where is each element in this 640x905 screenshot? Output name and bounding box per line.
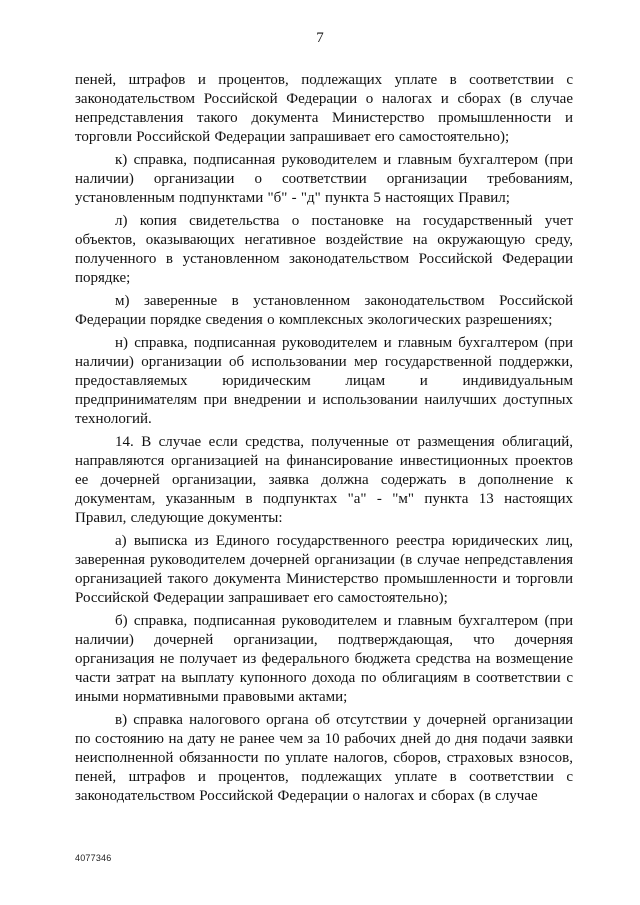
- document-body: [75, 71, 573, 806]
- paragraph-item-k: к) справка, подписанная руководителем и главным бухгалтером (при наличии) организации о соответствии организации требованиям, установленным подпунктами "б" - "д" пункта 5 настоящих Правил;: [75, 152, 573, 206]
- document-code: 4077346: [75, 853, 112, 863]
- paragraph-clause-14: 14. В случае если средства, полученные от размещения облигаций, направляются организацией на финансирование инвестиционных проектов ее дочерней организации, заявка должна содержать в дополнение к документам, указанным в подпунктах "а" - "м" пункта 13 настоящих Правил, следующие документы:: [75, 434, 573, 526]
- paragraph-item-b: б) справка, подписанная руководителем и главным бухгалтером (при наличии) дочерней организации, подтверждающая, что дочерняя организация не получает из федерального бюджета средства на возмещение части затрат на выплату купонного дохода по облигациям в соответствии с иными нормативными правовыми актами;: [75, 613, 573, 705]
- paragraph-item-a: а) выписка из Единого государственного реестра юридических лиц, заверенная руководителем дочерней организации (в случае непредставления организацией такого документа Министерство промышленности и торговли Российской Федерации запрашивает его самостоятельно);: [75, 533, 573, 606]
- paragraph-item-l: л) копия свидетельства о постановке на государственный учет объектов, оказывающих негативное воздействие на окружающую среду, полученного в установленном законодательством Российской Федерации порядке;: [75, 213, 573, 286]
- page-number: 7: [316, 30, 324, 46]
- paragraph-item-m: м) заверенные в установленном законодательством Российской Федерации порядке сведения о комплексных экологических разрешениях;: [75, 293, 573, 328]
- paragraph-item-n: н) справка, подписанная руководителем и главным бухгалтером (при наличии) организации об использовании мер государственной поддержки, предоставляемых юридическим лицам и индивидуальным предпринимателям при внедрении и использовании наилучших доступных технологий.: [75, 335, 573, 427]
- paragraph-item-v: в) справка налогового органа об отсутствии у дочерней организации по состоянию на дату не ранее чем за 10 рабочих дней до дня подачи заявки неисполненной обязанности по уплате налогов, сборов, страховых взносов, пеней, штрафов и процентов, подлежащих уплате в соответствии с законодательством Российской Федерации о налогах и сборах (в случае: [75, 712, 573, 804]
- paragraph-continuation: пеней, штрафов и процентов, подлежащих уплате в соответствии с законодательством Российской Федерации о налогах и сборах (в случае непредставления такого документа Министерство промышленности и торговли Российской Федерации запрашивает его самостоятельно);: [75, 72, 573, 145]
